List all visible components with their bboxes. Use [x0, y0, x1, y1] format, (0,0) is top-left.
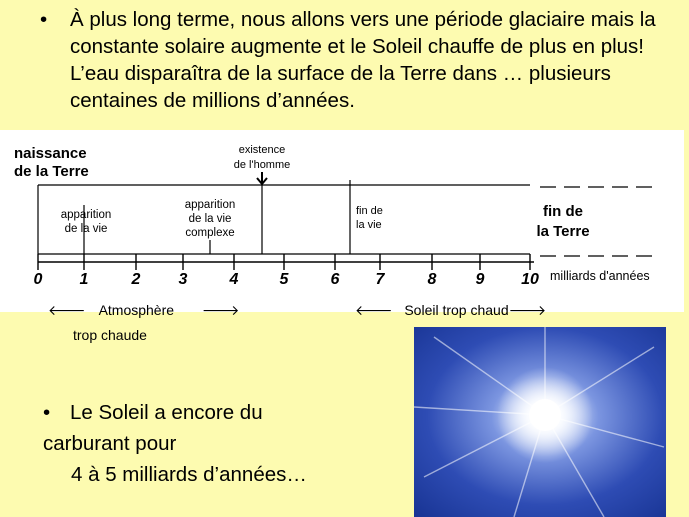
tick-label: 7	[375, 271, 385, 288]
human-label-line2: de l'homme	[233, 159, 291, 171]
tick-label: 4	[229, 271, 239, 288]
timeline-diagram	[0, 130, 684, 312]
bottom-bullet-line2: carburant pour	[43, 432, 177, 455]
tick-label: 9	[475, 271, 485, 288]
atmosphere-note-line2: trop chaude	[73, 327, 147, 343]
complex-life-line2: de la vie	[188, 213, 232, 225]
top-bullet	[40, 6, 680, 114]
tick-label: 1	[79, 271, 89, 288]
tick-label: 3	[178, 271, 188, 288]
complex-life-line3: complexe	[185, 227, 235, 239]
bottom-bullet	[43, 397, 307, 490]
human-label-line1: existence	[238, 144, 286, 156]
atmosphere-label: Atmosphère	[98, 302, 175, 318]
life-label-line1: apparition	[60, 209, 112, 221]
right-arrow-icon: 🡒	[201, 302, 240, 318]
bullet-marker: •	[43, 401, 51, 424]
start-label-line2: de la Terre	[14, 163, 89, 180]
down-arrow-icon	[257, 172, 267, 184]
bottom-bullet-line3: 4 à 5 milliards d’années…	[71, 463, 307, 486]
complex-life-line1: apparition	[184, 199, 236, 211]
timeline-svg	[0, 130, 684, 312]
tick-label: 6	[330, 271, 340, 288]
bottom-bullet-line1: Le Soleil a encore du	[70, 401, 263, 424]
sun-photo	[414, 327, 666, 517]
axis-unit-label: milliards d'années	[550, 269, 650, 283]
start-label-line1: naissance	[14, 145, 87, 162]
tick-label: 0	[33, 271, 43, 288]
sun-label: Soleil trop chaud	[404, 302, 509, 318]
top-bullet-text: À plus long terme, nous allons vers une période glaciaire mais la constante solaire augmente et le Soleil chauffe de plus en plus! L’eau disparaîtra de la surface de la Terre dans … plusieurs centaines de millions d’années.	[70, 8, 656, 112]
left-arrow-icon: 🡐	[355, 302, 393, 318]
life-label-line2: de la vie	[64, 223, 108, 235]
tick-label: 8	[427, 271, 437, 288]
end-earth-line1: fin de	[543, 203, 583, 220]
end-life-line1: fin de	[356, 205, 383, 217]
right-arrow-icon: 🡒	[508, 302, 547, 318]
bullet-marker: •	[40, 8, 48, 31]
sun-image	[414, 327, 666, 517]
atmosphere-note	[48, 302, 239, 319]
tick-label: 5	[279, 271, 289, 288]
left-arrow-icon: 🡐	[48, 302, 86, 318]
tick-label: 10	[521, 271, 539, 288]
end-earth-line2: la Terre	[536, 223, 590, 240]
end-life-line2: la vie	[356, 219, 382, 231]
tick-label: 2	[131, 271, 141, 288]
sun-note	[355, 302, 546, 319]
